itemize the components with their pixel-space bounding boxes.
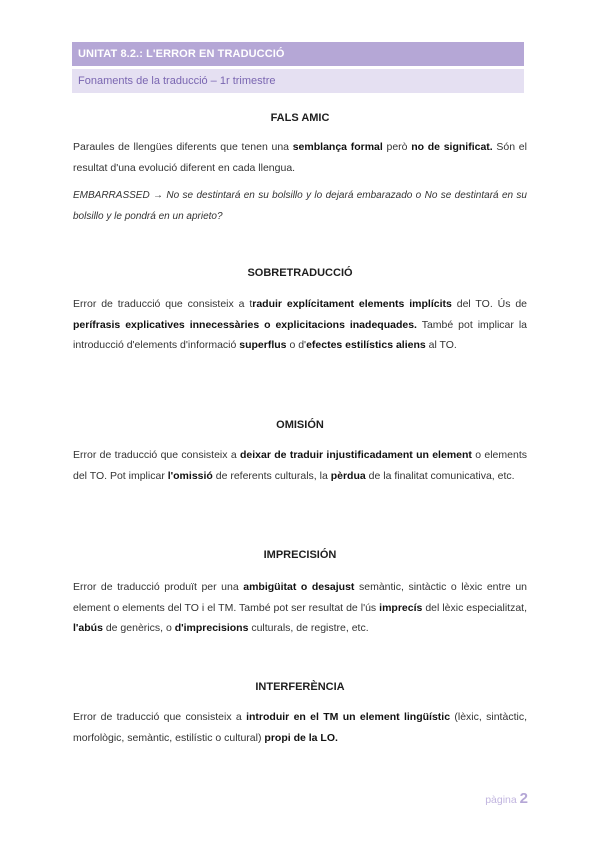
course-subtitle-bar: Fonaments de la traducció – 1r trimestre xyxy=(72,69,524,93)
fals-amic-example: EMBARRASSED → No se destintará en su bolsillo y lo dejará embarazado o No se destintará en su bolsillo y le pondrá en un aprieto? xyxy=(73,190,527,222)
fals-amic-definition: Paraules de llengües diferents que tenen una semblança formal però no de significat. Són el resultat d'una evolució diferent en cada llengua. xyxy=(73,141,527,174)
page-number: 2 xyxy=(519,790,528,807)
omision-definition: Error de traducció que consisteix a deixar de traduir injustificadament un element o elements del TO. Pot implicar l'omissió de referents culturals, la pèrdua de la finalitat comunicativa, etc. xyxy=(73,449,527,482)
page-indicator xyxy=(485,790,528,807)
section-title-fals-amic: FALS AMIC xyxy=(270,112,330,124)
section-title-imprecision: IMPRECISIÓN xyxy=(263,549,337,561)
interferencia-definition: Error de traducció que consisteix a introduir en el TM un element lingüístic (lèxic, sintàctic, morfològic, semàntic, estilístic o cultural) propi de la LO. xyxy=(73,711,527,744)
section-title-interferencia: INTERFERÈNCIA xyxy=(255,681,345,693)
sobretraduccio-definition: Error de traducció que consisteix a traduir explícitament elements implícits del TO. Ús de perífrasis explicatives innecessàries o explicitacions inadequades. També pot implicar la introducció d'elements d'informació superflus o d'efectes estilístics aliens al TO. xyxy=(73,298,528,352)
imprecision-definition: Error de traducció produït per una ambigüitat o desajust semàntic, sintàctic o lèxic entre un element o elements del TO i el TM. També pot ser resultat de l'ús imprecís del lèxic especialitzat, l'abús de genèrics, o d'imprecisions culturals, de registre, etc. xyxy=(73,581,528,635)
page-label: pàgina xyxy=(485,794,517,806)
unit-title-bar: UNITAT 8.2.: L'ERROR EN TRADUCCIÓ xyxy=(72,42,524,66)
section-title-omision: OMISIÓN xyxy=(276,419,324,431)
section-title-sobretraduccio: SOBRETRADUCCIÓ xyxy=(247,267,353,279)
